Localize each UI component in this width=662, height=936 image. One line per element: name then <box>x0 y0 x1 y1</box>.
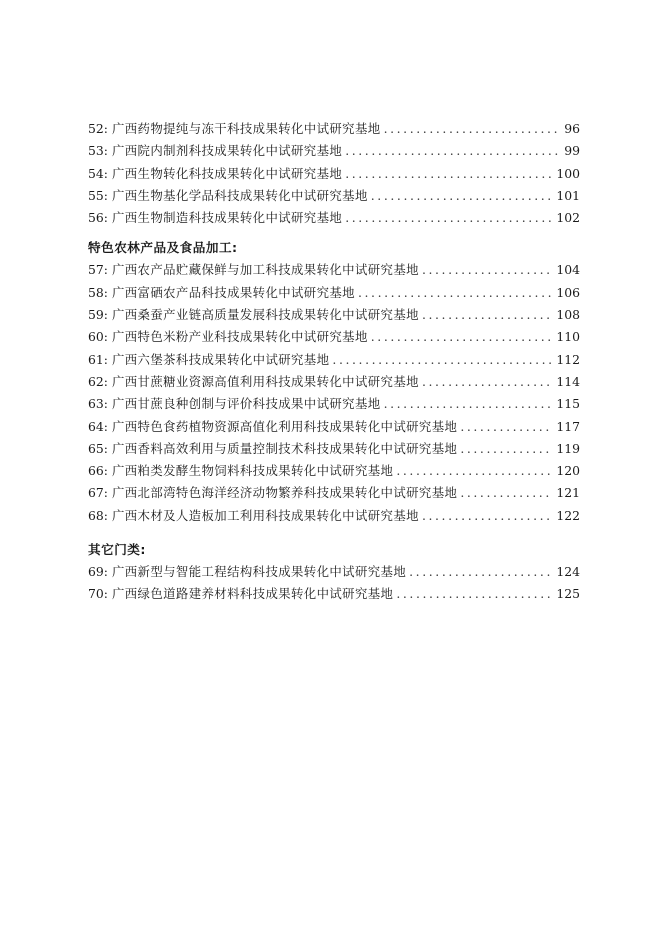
entry-number: 67: <box>88 485 108 501</box>
dot-leader <box>460 438 553 460</box>
dot-leader <box>358 282 553 304</box>
dot-leader <box>422 304 553 326</box>
dot-leader <box>422 259 553 281</box>
entry-number: 55: <box>88 187 108 203</box>
entry-page-number: 110 <box>556 329 580 345</box>
dot-leader <box>396 583 553 605</box>
dot-leader <box>384 118 562 140</box>
toc-entry-64[interactable] <box>88 416 580 438</box>
dot-leader <box>371 185 554 207</box>
toc-group-continued <box>88 118 580 229</box>
entry-number: 64: <box>88 418 108 434</box>
entry-page-number: 96 <box>564 121 580 136</box>
entry-page-number: 120 <box>556 463 580 479</box>
dot-leader <box>460 482 553 504</box>
entry-title: 广西生物制造科技成果转化中试研究基地 <box>111 210 343 226</box>
dot-leader <box>345 163 553 185</box>
entry-page-number: 106 <box>556 284 580 300</box>
toc-entry-57[interactable] <box>88 259 580 281</box>
entry-title: 广西特色食药植物资源高值化利用科技成果转化中试研究基地 <box>111 418 458 434</box>
dot-leader <box>460 416 553 438</box>
entry-page-number: 115 <box>556 396 580 412</box>
entry-title: 广西木材及人造板加工利用科技成果转化中试研究基地 <box>111 507 419 523</box>
entry-page-number: 104 <box>556 262 580 278</box>
entry-number: 58: <box>88 284 108 300</box>
entry-page-number: 99 <box>564 143 580 159</box>
entry-number: 61: <box>88 351 108 367</box>
table-of-contents <box>88 118 580 606</box>
dot-leader <box>332 349 553 371</box>
dot-leader <box>409 561 553 583</box>
toc-entry-61[interactable] <box>88 349 580 371</box>
dot-leader <box>345 207 553 229</box>
entry-number: 56: <box>88 210 108 226</box>
toc-entry-69[interactable] <box>88 561 580 583</box>
toc-entry-58[interactable] <box>88 282 580 304</box>
dot-leader <box>396 460 553 482</box>
entry-title: 广西甘蔗糖业资源高值利用科技成果转化中试研究基地 <box>111 373 419 389</box>
dot-leader <box>371 326 554 348</box>
entry-page-number: 100 <box>556 165 580 181</box>
entry-number: 66: <box>88 463 108 479</box>
toc-group-agri-food <box>88 237 580 527</box>
entry-page-number: 114 <box>556 373 580 389</box>
entry-number: 63: <box>88 396 108 412</box>
entry-number: 70: <box>88 586 108 602</box>
entry-number: 62: <box>88 373 108 389</box>
section-heading: 特色农林产品及食品加工: <box>88 240 238 256</box>
entry-title: 广西院内制剂科技成果转化中试研究基地 <box>111 143 343 159</box>
entry-number: 54: <box>88 165 108 181</box>
entry-number: 60: <box>88 329 108 345</box>
entry-title: 广西特色米粉产业科技成果转化中试研究基地 <box>111 329 368 345</box>
entry-page-number: 101 <box>556 187 580 203</box>
toc-entry-55[interactable] <box>88 185 580 207</box>
entry-title: 广西农产品贮藏保鲜与加工科技成果转化中试研究基地 <box>111 262 419 278</box>
entry-page-number: 102 <box>556 210 580 226</box>
dot-leader <box>384 393 554 415</box>
entry-number: 53: <box>88 143 108 159</box>
entry-number: 69: <box>88 564 108 580</box>
dot-leader <box>422 371 553 393</box>
toc-entry-63[interactable] <box>88 393 580 415</box>
toc-entry-68[interactable] <box>88 505 580 527</box>
entry-page-number: 117 <box>556 418 580 434</box>
toc-entry-60[interactable] <box>88 326 580 348</box>
entry-page-number: 125 <box>556 586 580 602</box>
entry-number: 52: <box>88 121 108 136</box>
entry-title: 广西北部湾特色海洋经济动物繁养科技成果转化中试研究基地 <box>111 485 458 501</box>
toc-entry-59[interactable] <box>88 304 580 326</box>
toc-entry-54[interactable] <box>88 163 580 185</box>
entry-page-number: 108 <box>556 307 580 323</box>
toc-entry-53[interactable] <box>88 140 580 162</box>
entry-page-number: 122 <box>556 507 580 523</box>
entry-title: 广西绿色道路建养材料科技成果转化中试研究基地 <box>111 586 394 602</box>
entry-page-number: 121 <box>556 485 580 501</box>
toc-entry-52[interactable] <box>88 118 580 140</box>
entry-page-number: 112 <box>556 351 580 367</box>
entry-title: 广西生物基化学品科技成果转化中试研究基地 <box>111 187 368 203</box>
entry-title: 广西六堡茶科技成果转化中试研究基地 <box>111 351 330 367</box>
entry-page-number: 119 <box>556 440 580 456</box>
toc-entry-70[interactable] <box>88 583 580 605</box>
entry-title: 广西生物转化科技成果转化中试研究基地 <box>111 165 343 181</box>
entry-title: 广西甘蔗良种创制与评价科技成果中试研究基地 <box>111 396 381 412</box>
entry-title: 广西香料高效利用与质量控制技术科技成果转化中试研究基地 <box>111 440 458 456</box>
entry-title: 广西富硒农产品科技成果转化中试研究基地 <box>111 284 355 300</box>
entry-number: 65: <box>88 440 108 456</box>
entry-number: 68: <box>88 507 108 523</box>
entry-title: 广西粕类发酵生物饲料科技成果转化中试研究基地 <box>111 463 394 479</box>
toc-entry-56[interactable] <box>88 207 580 229</box>
toc-group-other <box>88 539 580 606</box>
entry-number: 57: <box>88 262 108 278</box>
toc-entry-62[interactable] <box>88 371 580 393</box>
toc-entry-67[interactable] <box>88 482 580 504</box>
entry-title: 广西桑蚕产业链高质量发展科技成果转化中试研究基地 <box>111 307 419 323</box>
entry-title: 广西新型与智能工程结构科技成果转化中试研究基地 <box>111 564 407 580</box>
toc-entry-65[interactable] <box>88 438 580 460</box>
dot-leader <box>422 505 553 527</box>
entry-title: 广西药物提纯与冻干科技成果转化中试研究基地 <box>111 121 381 136</box>
toc-entry-66[interactable] <box>88 460 580 482</box>
section-heading: 其它门类: <box>88 542 146 558</box>
dot-leader <box>345 140 561 162</box>
entry-number: 59: <box>88 307 108 323</box>
entry-page-number: 124 <box>556 564 580 580</box>
